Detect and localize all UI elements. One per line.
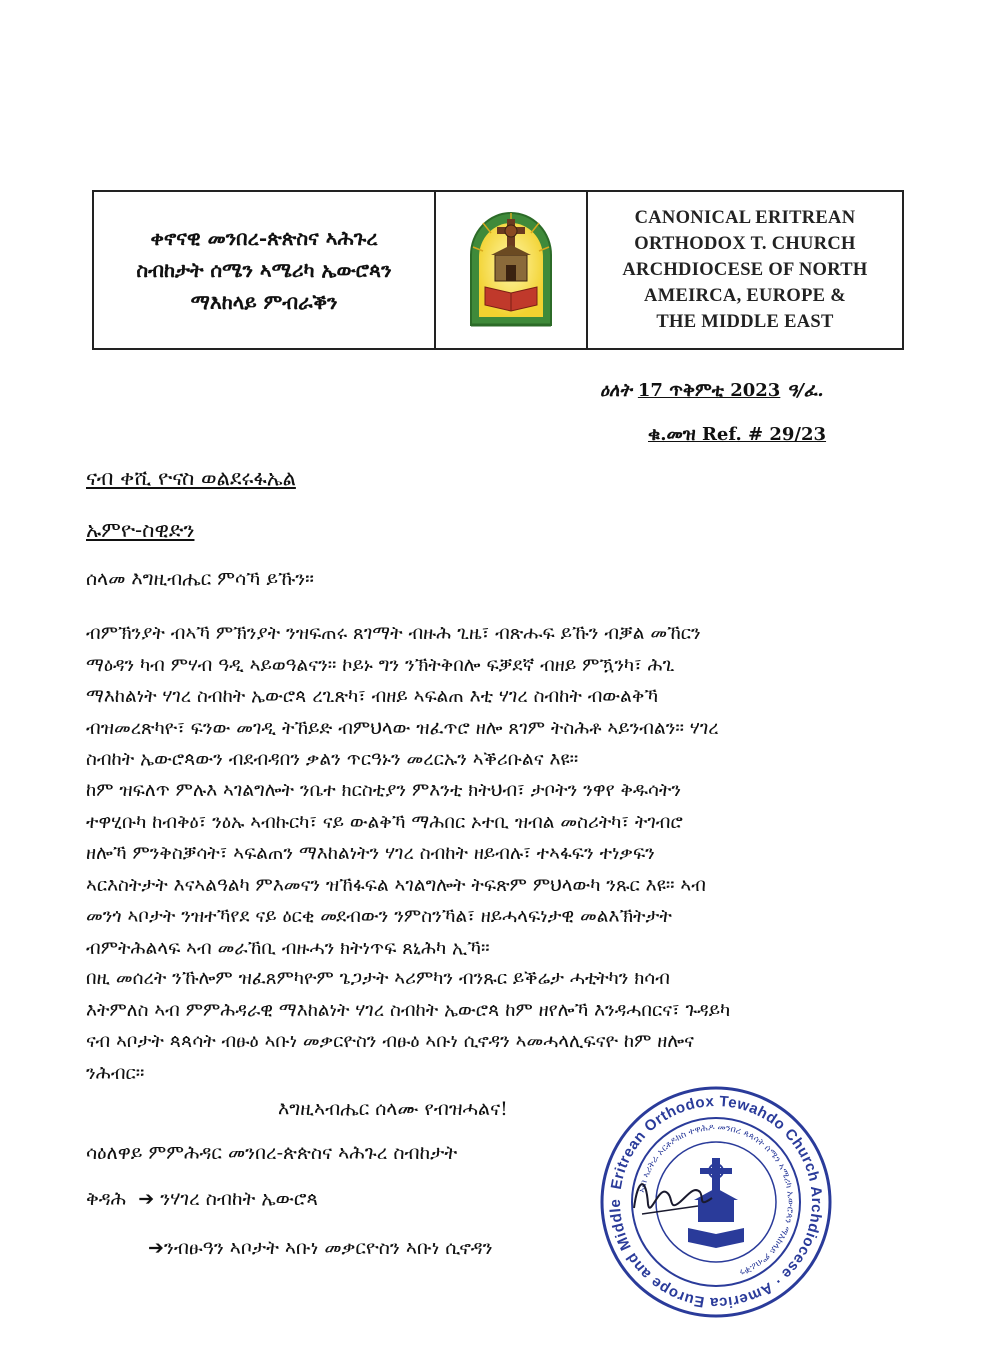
paragraph-line: ማዕዳን ካብ ምሃብ ዓዲ ኣይወዓልናን። ኮይኑ ግን ንኽትቅበሎ ፍቓደኛ ብዘይ ምዃንካ፣ ሕጊ <box>86 654 675 676</box>
paragraph-line: በዚ መሰረት ንኹሎም ዝፈጸምካዮም ጌጋታት ኣሪምካን ብንጹር ይቕሬታ ሓቲትካን ክሳብ <box>86 968 670 989</box>
letter-date <box>600 380 824 401</box>
greeting: ሰላመ እግዚብሔር ምሳኻ ይኹን። <box>86 568 315 590</box>
copy-to-line-1 <box>86 1188 318 1210</box>
letterhead-english-line: CANONICAL ERITREAN <box>634 208 856 228</box>
letterhead-english-line: AMEIRCA, EUROPE & <box>644 286 846 306</box>
letterhead-tigrinya-title <box>94 192 436 348</box>
svg-text:Eritrean Orthodox Tewahdo Chur: Eritrean Orthodox Tewahdo Church Archdiocese · America Europe and Middle <box>606 1092 826 1312</box>
paragraph-line: ብዝመረጽካዮ፣ ፍንው መገዲ ትኸይድ ብምህላው ዝፈጥሮ ዘሎ ጸገም ትስሕቶ ኣይንብልን። ሃገረ <box>86 717 719 739</box>
date-prefix: ዕለት <box>600 380 632 401</box>
cc-label: ቅዳሕ <box>86 1188 127 1210</box>
church-emblem-icon <box>461 205 561 335</box>
svg-text:ኣብ ኣሪትራ ኦርቶዶክስ ተዋሕዶ መንበረ ጳጳሳት: ኣብ ኣሪትራ ኦርቶዶክስ ተዋሕዶ መንበረ ጳጳሳት ሰሜን ኣሜሪካ ኤውሮጳን ማእከላይ ምብራቕን <box>637 1122 796 1277</box>
letterhead-tigrinya-line: ቀኖናዊ መንበረ-ጵጵስና ኣሕጉረ <box>150 226 378 250</box>
paragraph-line: ብምትሕልላፍ ኣብ መራኸቢ ብዙሓን ክትነጥፍ ጸኒሕካ ኢኻ። <box>86 937 490 959</box>
cc-recipient: ንብፁዓን ኣቦታት ኣቡነ መቃርዮስን ኣቡነ ሲኖዳን <box>163 1237 493 1259</box>
recipient-name: ናብ ቀሺ ዮናስ ወልደሩፋኤል <box>86 466 296 490</box>
letterhead-tigrinya-line: ስብከታት ሰሜን ኣሜሪካ ኤውሮጳን <box>136 258 392 282</box>
paragraph-line: ናብ ኣቦታት ጳጳሳት ብፁዕ ኣቡነ መቃርዮስን ብፁዕ ኣቡነ ሲኖዳን ኣመሓላሊፍናዮ ከም ዘሎና <box>86 1031 694 1052</box>
paragraph-line: ስብከት ኤውሮጳውን ብደብዳበን ቃልን ጥርዓኑን መረርኡን ኣቕሪቡልና እዩ። <box>86 749 579 770</box>
signatory: ሳዕለዋይ ምምሕዳር መንበረ-ጵጵስና ኣሕጉረ ስብከታት <box>86 1142 458 1164</box>
letterhead-english-line: THE MIDDLE EAST <box>656 312 834 332</box>
letterhead <box>92 190 904 350</box>
arrow-right-icon: ➔ <box>138 1188 155 1210</box>
paragraph-line: ንሕብር። <box>86 1062 145 1084</box>
paragraph-line: ኣርእስትታት እናኣልዓልካ ምእመናን ዝኸፋፍል ኣገልግሎት ትፍጽም ምህላውካ ንጹር እዩ። ኣብ <box>86 874 706 896</box>
body-paragraph-3 <box>86 963 906 1089</box>
paragraph-line: ማእከልነት ሃገረ ስብከት ኤውሮጳ ረጊጽካ፣ ብዘይ ኣፍልጠ እቲ ሃገረ ስብከት ብውልቅኻ <box>86 686 659 707</box>
handwritten-signature <box>628 1168 718 1232</box>
letterhead-english-line: ORTHODOX T. CHURCH <box>634 234 856 254</box>
signature-scribble-icon <box>628 1168 718 1228</box>
body-paragraph-2 <box>86 775 906 964</box>
closing-blessing: እግዚኣብሔር ሰላሙ የብዝሓልና! <box>278 1098 508 1120</box>
paragraph-line: እትምለስ ኣብ ምምሕዳራዊ ማእከልነት ሃገረ ስብከት ኤውሮጳ ከም ዘየሎኻ እንዳሓበርና፣ ጉዳይካ <box>86 999 731 1021</box>
letterhead-tigrinya-line: ማእከላይ ምብራቕን <box>190 290 338 314</box>
paragraph-line: ተዋሂቡካ ከብቅዕ፣ ንዕኡ ኣብኩርካ፣ ናይ ውልቅኻ ማሕበር ኦተቢ ዝብል መስሪትካ፣ ትገብሮ <box>86 811 683 833</box>
letterhead-english-line: ARCHDIOCESE OF NORTH <box>622 260 868 280</box>
body-paragraph-1 <box>86 618 906 776</box>
cc-recipient: ንሃገረ ስብከት ኤውሮጳ <box>160 1188 319 1210</box>
paragraph-line: ከም ዝፍለጥ ምሉእ ኣገልግሎት ንቤተ ክርስቲያን ምእንቲ ክትህብ፣ ታቦትን ንዋየ ቅዱሳትን <box>86 780 682 801</box>
copy-to-line-2 <box>148 1237 493 1259</box>
paragraph-line: መንጎ ኣቦታት ንዝተኻየደ ናይ ዕርቂ መደብውን ንምስንኻል፣ ዘይሓላፍነታዊ መልእኽትታት <box>86 906 672 927</box>
paragraph-line: ዘሎኻ ምንቅስቓሳት፣ ኣፍልጠን ማእከልነትን ሃገረ ስብከት ዘይብሉ፣ ተኣፋፍን ተነቃፍን <box>86 843 655 864</box>
church-emblem-logo <box>436 192 588 348</box>
date-suffix: ዓ/ፈ. <box>786 380 824 401</box>
date-value: 17 ጥቅምቲ 2023 <box>637 380 781 401</box>
letterhead-english-title <box>588 192 902 348</box>
arrow-right-icon: ➔ <box>148 1237 164 1259</box>
reference-number: ቁ.መዝ Ref. # 29/23 <box>648 424 827 445</box>
recipient-location: ኡምዮ-ስዊድን <box>86 518 195 542</box>
paragraph-line: ብምኽንያት ብኣኻ ምኽንያት ንዝፍጠሩ ጸገማት ብዙሕ ጊዜ፣ ብጽሑፍ ይኹን ብቓል መኸርን <box>86 623 701 644</box>
